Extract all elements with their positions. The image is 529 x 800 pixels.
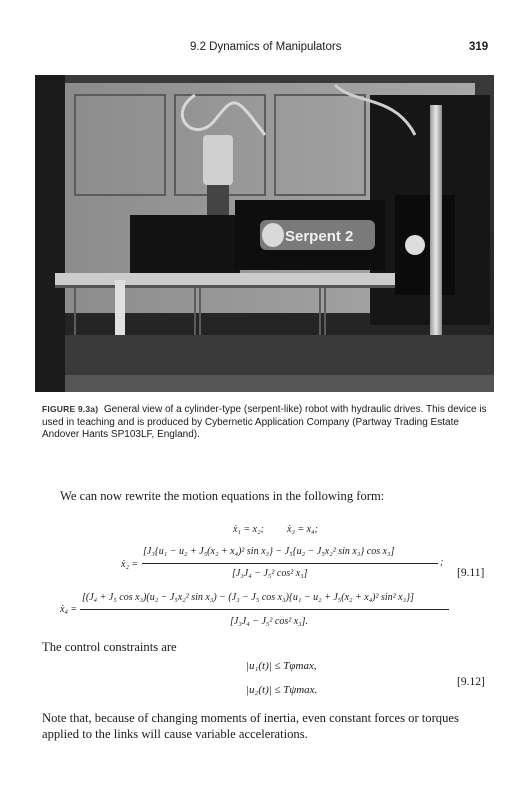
figure-caption-text: General view of a cylinder-type (serpent-like) robot with hydraulic drives. This device is used in teaching and is produced by Cybernetic Application Company (Partway Trading Estate Andover Hants SP103LF, England). bbox=[42, 404, 487, 440]
nameplate-text: Serpent 2 bbox=[285, 228, 354, 245]
eq-x4-fraction-bar bbox=[80, 609, 449, 610]
eq-x4-numerator: [(J₄ + J₅ cos x₃)(u₂ − J₅x₂² sin x₃) − (J₃ − J₅ cos x₃){u₁ − u₂ + J₅(x₂ + x₄)² sin² x₃}] bbox=[82, 592, 414, 603]
eq-x4-lhs: ẋ₄ = bbox=[60, 604, 78, 615]
eq-x2-tail: ; bbox=[440, 557, 444, 568]
eq-x1-dot: ẋ₁ = x₂; bbox=[233, 524, 264, 535]
eq-u1-constraint: |u₁(t)| ≤ Tφmax, bbox=[246, 660, 317, 672]
robot-photograph bbox=[35, 75, 494, 392]
equation-number-9-12: [9.12] bbox=[457, 676, 485, 688]
eq-x2-numerator: [J₃{u₁ − u₂ + J₅(x₂ + x₄)² sin x₃} − J₅{u₂ − J₅x₂² sin x₃} cos x₃] bbox=[143, 546, 395, 557]
running-header-title: 9.2 Dynamics of Manipulators bbox=[190, 41, 342, 53]
eq-x2-fraction-bar bbox=[142, 563, 438, 564]
intro-paragraph: We can now rewrite the motion equations in the following form: bbox=[60, 489, 385, 503]
figure-label: FIGURE 9.3a) bbox=[42, 404, 99, 414]
page-number: 319 bbox=[469, 41, 489, 53]
eq-x2-denominator: [J₃J₄ − J₅² cos² x₃] bbox=[232, 568, 308, 579]
eq-x2-lhs: ẋ₂ = bbox=[121, 559, 139, 570]
eq-x4-denominator: [J₃J₄ − J₅² cos² x₃]. bbox=[230, 616, 309, 627]
note-paragraph: Note that, because of changing moments of inertia, even constant forces or torques applied to the links will cause variable accelerations. bbox=[42, 711, 459, 741]
constraints-paragraph: The control constraints are bbox=[42, 640, 177, 654]
figure-caption bbox=[42, 403, 492, 442]
eq-u2-constraint: |u₂(t)| ≤ Tψmax. bbox=[246, 684, 318, 696]
eq-x3-dot: ẋ₃ = x₄; bbox=[287, 524, 318, 535]
equation-number-9-11: [9.11] bbox=[457, 567, 485, 579]
